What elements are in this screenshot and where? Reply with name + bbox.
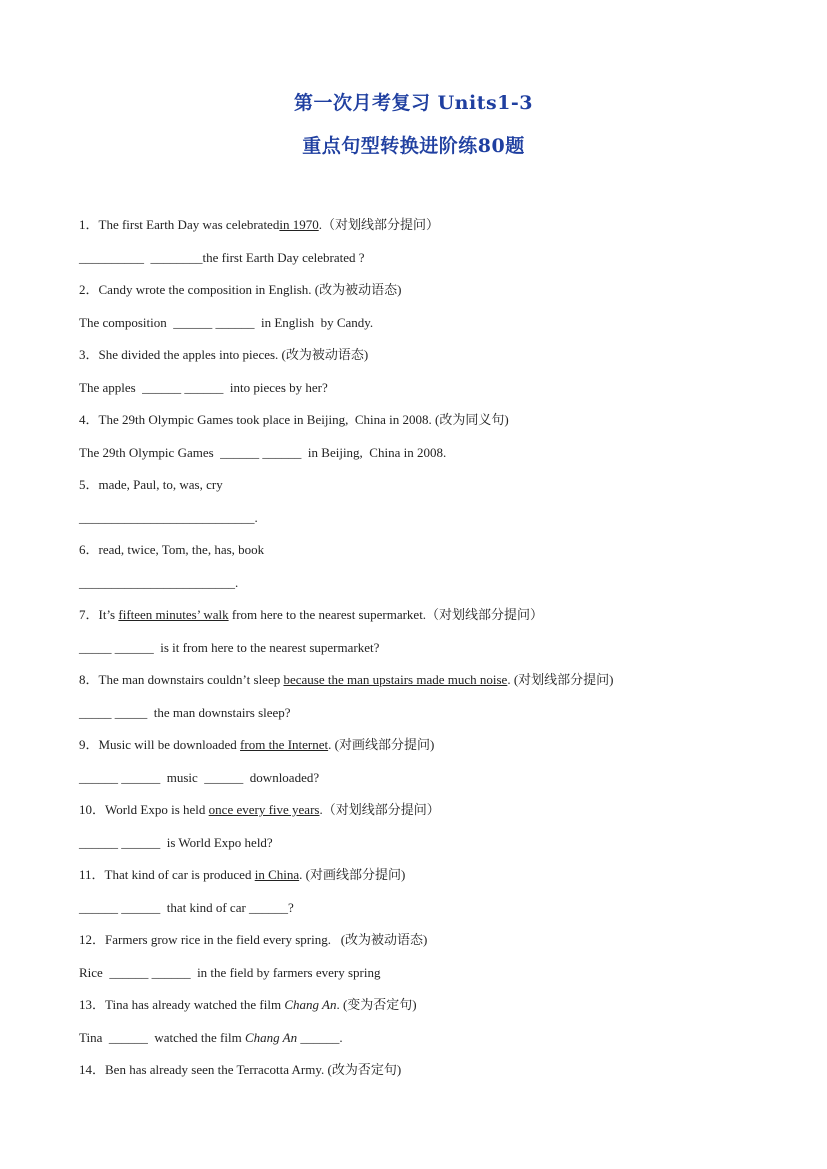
question-4: 4．The 29th Olympic Games took place in Beijing, China in 2008. (改为同义句) [79, 412, 509, 427]
question-11: 11．That kind of car is produced in China. (对画线部分提问) [79, 867, 406, 882]
answer-3: The apples ______ ______ into pieces by her? [79, 380, 328, 395]
underlined-phrase: from the Internet [240, 737, 329, 752]
answer-9: ______ ______ music ______ downloaded? [79, 770, 320, 785]
answer-5: ___________________________. [79, 510, 258, 525]
answer-7: _____ ______ is it from here to the nearest supermarket? [79, 640, 380, 655]
question-3: 3．She divided the apples into pieces. (改为被动语态) [79, 347, 369, 362]
page-subtitle: 重点句型转换进阶练80题 [302, 135, 525, 157]
question-10: 10．World Expo is held once every five years.（对划线部分提问） [79, 802, 440, 817]
underlined-phrase: in China [254, 867, 300, 882]
question-7: 7．It’s fifteen minutes’ walk from here to the nearest supermarket.（对划线部分提问） [79, 607, 544, 622]
underlined-phrase: fifteen minutes’ walk [118, 607, 229, 622]
question-12: 12．Farmers grow rice in the field every spring. (改为被动语态) [79, 932, 428, 947]
question-2: 2．Candy wrote the composition in English. (改为被动语态) [79, 282, 402, 297]
question-5: 5．made, Paul, to, was, cry [79, 477, 223, 492]
underlined-phrase: once every five years [208, 802, 320, 817]
answer-1: __________ ________the first Earth Day celebrated ? [79, 250, 365, 265]
question-13: 13．Tina has already watched the film Chang An. (变为否定句) [79, 997, 417, 1012]
answer-11: ______ ______ that kind of car ______? [79, 900, 294, 915]
question-6: 6．read, twice, Tom, the, has, book [79, 542, 265, 557]
answer-12: Rice ______ ______ in the field by farmers every spring [79, 965, 381, 980]
film-title: Chang An [244, 1030, 298, 1045]
question-8: 8．The man downstairs couldn’t sleep because the man upstairs made much noise. (对划线部分提问) [79, 672, 614, 687]
page-title: 第一次月考复习 Units1-3 [293, 92, 533, 114]
answer-13: Tina ______ watched the film Chang An ______. [79, 1030, 343, 1045]
answer-6: ________________________. [79, 575, 239, 590]
answer-10: ______ ______ is World Expo held? [79, 835, 273, 850]
answer-8: _____ _____ the man downstairs sleep? [79, 705, 291, 720]
answer-4: The 29th Olympic Games ______ ______ in Beijing, China in 2008. [79, 445, 447, 460]
answer-2: The composition ______ ______ in English by Candy. [79, 315, 374, 330]
underlined-phrase: in 1970 [279, 217, 319, 232]
question-9: 9．Music will be downloaded from the Internet. (对画线部分提问) [79, 737, 435, 752]
underlined-phrase: because the man upstairs made much noise [283, 672, 508, 687]
film-title: Chang An [284, 997, 337, 1012]
question-1: 1．The first Earth Day was celebratedin 1970.（对划线部分提问） [79, 217, 439, 232]
question-14: 14．Ben has already seen the Terracotta Army. (改为否定句) [79, 1062, 402, 1077]
